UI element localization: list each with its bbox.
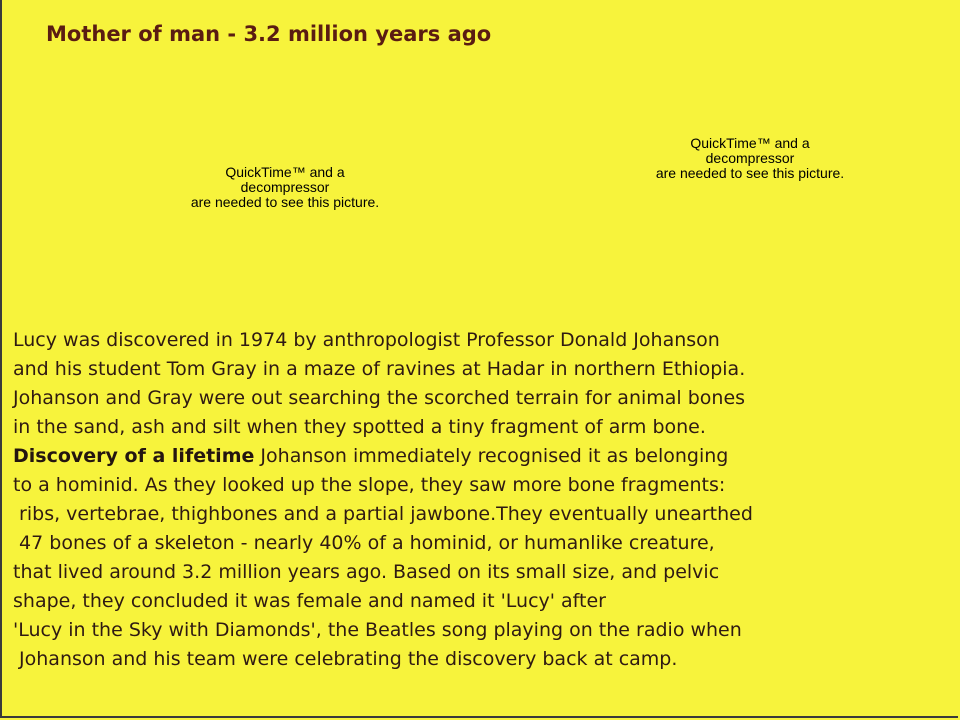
body-line: Lucy was discovered in 1974 by anthropologist Professor Donald Johanson [13, 329, 720, 351]
body-line: and his student Tom Gray in a maze of ravines at Hadar in northern Ethiopia. [13, 358, 746, 380]
body-line: 47 bones of a skeleton - nearly 40% of a hominid, or humanlike creature, [13, 532, 715, 554]
quicktime-placeholder-left [170, 165, 400, 210]
body-line: Johanson and Gray were out searching the scorched terrain for animal bones [13, 387, 746, 409]
body-line [13, 442, 958, 471]
body-line: that lived around 3.2 million years ago. Based on its small size, and pelvic [13, 561, 720, 583]
body-line: 'Lucy in the Sky with Diamonds', the Beatles song playing on the radio when [13, 619, 742, 641]
placeholder-line: decompressor [240, 179, 330, 195]
body-line: to a hominid. As they looked up the slope, they saw more bone fragments: [13, 474, 726, 496]
placeholder-line: are needed to see this picture. [655, 165, 845, 181]
body-text [13, 326, 958, 674]
quicktime-placeholder-right [635, 136, 865, 181]
body-line-text: Johanson immediately recognised it as belonging [254, 445, 729, 467]
placeholder-line: QuickTime™ and a [690, 135, 810, 151]
placeholder-line: decompressor [705, 150, 795, 166]
placeholder-line: are needed to see this picture. [190, 194, 380, 210]
body-line: shape, they concluded it was female and named it 'Lucy' after [13, 590, 606, 612]
section-heading: Discovery of a lifetime [13, 445, 255, 467]
body-line: ribs, vertebrae, thighbones and a partial jawbone.They eventually unearthed [13, 503, 753, 525]
placeholder-line: QuickTime™ and a [225, 164, 345, 180]
body-line: in the sand, ash and silt when they spotted a tiny fragment of arm bone. [13, 416, 706, 438]
slide-title: Mother of man - 3.2 million years ago [46, 22, 492, 46]
body-line: Johanson and his team were celebrating the discovery back at camp. [13, 648, 678, 670]
